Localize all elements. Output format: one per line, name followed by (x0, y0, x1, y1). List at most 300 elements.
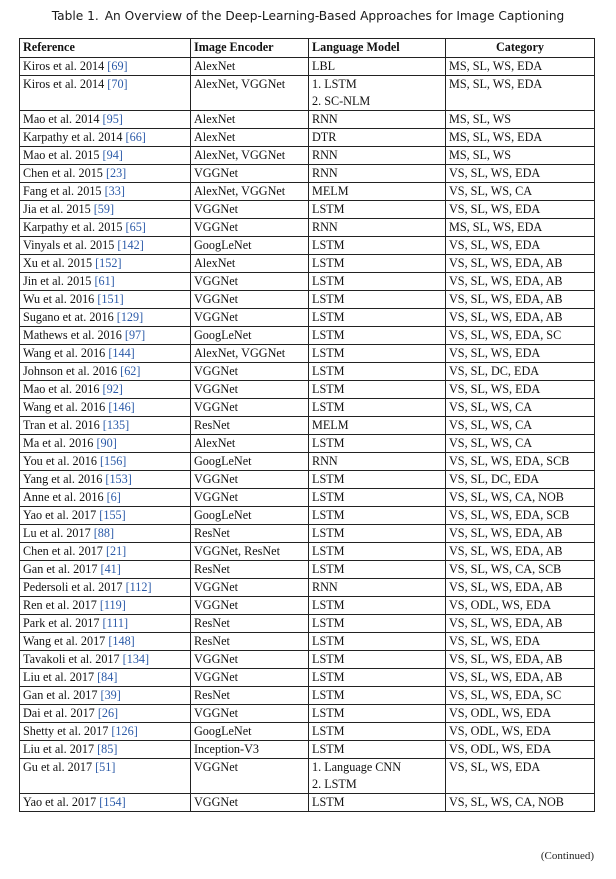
cell-image-encoder: VGGNet (191, 219, 309, 237)
reference-author: Gu et al. 2017 (23, 760, 93, 774)
reference-author: Shetty et al. 2017 (23, 724, 109, 738)
cell-image-encoder: VGGNet (191, 489, 309, 507)
table-row (20, 525, 595, 543)
reference-author: Sugano et at. 2016 (23, 310, 114, 324)
language-model-line: LSTM (312, 544, 345, 558)
table-row (20, 669, 595, 687)
citation-link[interactable]: [84] (97, 670, 118, 684)
cell-category: MS, SL, WS, EDA (446, 76, 595, 111)
cell-category: VS, ODL, WS, EDA (446, 597, 595, 615)
cell-category: VS, SL, WS, EDA, AB (446, 543, 595, 561)
cell-reference (20, 597, 191, 615)
cell-category: VS, SL, WS, EDA (446, 201, 595, 219)
cell-image-encoder: VGGNet (191, 363, 309, 381)
cell-image-encoder: VGGNet (191, 165, 309, 183)
cell-reference (20, 291, 191, 309)
cell-image-encoder: AlexNet (191, 435, 309, 453)
language-model-line: LSTM (312, 472, 345, 486)
language-model-line: LSTM (312, 400, 345, 414)
cell-reference (20, 543, 191, 561)
language-model-line: 1. LSTM (312, 77, 357, 91)
cell-category: VS, SL, WS, CA, SCB (446, 561, 595, 579)
language-model-line: 2. LSTM (312, 777, 357, 791)
cell-reference (20, 794, 191, 812)
cell-category: VS, SL, WS, CA (446, 399, 595, 417)
cell-category: VS, ODL, WS, EDA (446, 705, 595, 723)
table-row (20, 219, 595, 237)
header-category: Category (446, 39, 595, 58)
reference-author: Fang et al. 2015 (23, 184, 102, 198)
table-row (20, 759, 595, 794)
language-model-line: LSTM (312, 598, 345, 612)
reference-author: Chen et al. 2017 (23, 544, 103, 558)
table-row (20, 651, 595, 669)
citation-link[interactable]: [62] (120, 364, 141, 378)
cell-reference (20, 255, 191, 273)
cell-language-model (309, 507, 446, 525)
cell-reference (20, 435, 191, 453)
cell-language-model (309, 741, 446, 759)
citation-link[interactable]: [135] (102, 418, 130, 432)
language-model-line: LSTM (312, 292, 345, 306)
cell-reference (20, 58, 191, 76)
cell-language-model (309, 58, 446, 76)
cell-reference (20, 76, 191, 111)
cell-category: VS, SL, WS, EDA (446, 759, 595, 794)
reference-author: Wang et al. 2016 (23, 400, 106, 414)
language-model-line: LSTM (312, 616, 345, 630)
cell-language-model (309, 255, 446, 273)
table-row (20, 435, 595, 453)
reference-author: Kiros et al. 2014 (23, 77, 105, 91)
language-model-line: LSTM (312, 562, 345, 576)
table-row (20, 615, 595, 633)
cell-language-model (309, 435, 446, 453)
cell-language-model (309, 489, 446, 507)
language-model-line: LSTM (312, 202, 345, 216)
cell-category: MS, SL, WS (446, 147, 595, 165)
citation-link[interactable]: [94] (102, 148, 123, 162)
citation-link[interactable]: [97] (124, 328, 146, 342)
cell-image-encoder: GoogLeNet (191, 327, 309, 345)
cell-reference (20, 687, 191, 705)
citation-link[interactable]: [61] (94, 274, 115, 288)
cell-category: VS, SL, WS, EDA, AB (446, 615, 595, 633)
cell-image-encoder: AlexNet, VGGNet (191, 147, 309, 165)
cell-category: VS, ODL, WS, EDA (446, 723, 595, 741)
table-row (20, 201, 595, 219)
language-model-line: LSTM (312, 508, 345, 522)
citation-link[interactable]: [33] (104, 184, 125, 198)
reference-author: Vinyals et al. 2015 (23, 238, 115, 252)
cell-reference (20, 579, 191, 597)
reference-author: Gan et al. 2017 (23, 562, 98, 576)
cell-language-model (309, 201, 446, 219)
cell-image-encoder: VGGNet (191, 705, 309, 723)
cell-category: VS, SL, WS, EDA, AB (446, 291, 595, 309)
cell-reference (20, 471, 191, 489)
table-row (20, 183, 595, 201)
cell-category: VS, SL, WS, EDA, AB (446, 651, 595, 669)
cell-language-model (309, 345, 446, 363)
cell-reference (20, 705, 191, 723)
cell-language-model (309, 525, 446, 543)
reference-author: Jin et al. 2015 (23, 274, 92, 288)
cell-reference (20, 489, 191, 507)
language-model-line: LSTM (312, 364, 345, 378)
table-row (20, 381, 595, 399)
citation-link[interactable]: [129] (116, 310, 144, 324)
cell-category: VS, SL, WS, EDA, SC (446, 687, 595, 705)
citation-link[interactable]: [134] (122, 652, 150, 666)
citation-link[interactable]: [153] (105, 472, 132, 486)
reference-author: Yao et al. 2017 (23, 795, 97, 809)
table-row (20, 111, 595, 129)
language-model-line: LSTM (312, 526, 345, 540)
cell-language-model (309, 147, 446, 165)
citation-link[interactable]: [112] (125, 580, 152, 594)
cell-language-model (309, 543, 446, 561)
cell-category: VS, SL, WS, EDA, SC (446, 327, 595, 345)
reference-author: Ren et al. 2017 (23, 598, 97, 612)
cell-image-encoder: ResNet (191, 633, 309, 651)
cell-reference (20, 237, 191, 255)
table-row (20, 58, 595, 76)
header-language-model: Language Model (309, 39, 446, 58)
table-body (20, 58, 595, 812)
cell-image-encoder: VGGNet (191, 579, 309, 597)
cell-image-encoder: VGGNet (191, 597, 309, 615)
language-model-line: LSTM (312, 328, 345, 342)
reference-author: Mao et al. 2016 (23, 382, 100, 396)
language-model-line: LSTM (312, 274, 345, 288)
language-model-line: LSTM (312, 670, 345, 684)
table-row (20, 417, 595, 435)
language-model-line: RNN (312, 580, 338, 594)
table-row (20, 687, 595, 705)
continued-note: (Continued) (540, 850, 594, 862)
reference-author: Xu et al. 2015 (23, 256, 93, 270)
cell-reference (20, 723, 191, 741)
reference-author: Mathews et al. 2016 (23, 328, 122, 342)
cell-language-model (309, 579, 446, 597)
cell-image-encoder: VGGNet (191, 759, 309, 794)
cell-image-encoder: VGGNet (191, 399, 309, 417)
cell-image-encoder: VGGNet (191, 201, 309, 219)
cell-category: VS, SL, WS, EDA, AB (446, 255, 595, 273)
table-row (20, 273, 595, 291)
language-model-line: LSTM (312, 688, 345, 702)
table-row (20, 345, 595, 363)
cell-category: MS, SL, WS (446, 111, 595, 129)
language-model-line: LSTM (312, 742, 345, 756)
cell-category: VS, SL, WS, EDA, SCB (446, 453, 595, 471)
language-model-line: RNN (312, 112, 338, 126)
citation-link[interactable]: [156] (99, 454, 127, 468)
cell-image-encoder: VGGNet (191, 309, 309, 327)
cell-language-model (309, 561, 446, 579)
cell-category: MS, SL, WS, EDA (446, 58, 595, 76)
cell-language-model (309, 291, 446, 309)
citation-link[interactable]: [126] (111, 724, 138, 738)
cell-image-encoder: GoogLeNet (191, 723, 309, 741)
cell-language-model (309, 651, 446, 669)
cell-image-encoder: VGGNet (191, 381, 309, 399)
table-row (20, 165, 595, 183)
cell-language-model (309, 165, 446, 183)
cell-language-model (309, 219, 446, 237)
reference-author: Yao et al. 2017 (23, 508, 97, 522)
cell-reference (20, 633, 191, 651)
reference-author: Chen et al. 2015 (23, 166, 103, 180)
language-model-line: LSTM (312, 634, 345, 648)
cell-reference (20, 165, 191, 183)
table-row (20, 723, 595, 741)
cell-category: VS, SL, DC, EDA (446, 363, 595, 381)
table-row (20, 129, 595, 147)
reference-author: Dai et al. 2017 (23, 706, 95, 720)
cell-category: VS, SL, WS, EDA, AB (446, 579, 595, 597)
reference-author: Yang et al. 2016 (23, 472, 103, 486)
citation-link[interactable]: [66] (125, 130, 146, 144)
table-row (20, 561, 595, 579)
citation-link[interactable]: [92] (102, 382, 123, 396)
citation-link[interactable]: [6] (106, 490, 121, 504)
cell-language-model (309, 687, 446, 705)
citation-link[interactable]: [146] (108, 400, 135, 414)
citation-link[interactable]: [119] (99, 598, 126, 612)
cell-image-encoder: VGGNet (191, 651, 309, 669)
cell-category: VS, SL, WS, CA (446, 417, 595, 435)
header-image-encoder: Image Encoder (191, 39, 309, 58)
cell-language-model (309, 381, 446, 399)
cell-reference (20, 183, 191, 201)
reference-author: Wang et al. 2017 (23, 634, 106, 648)
cell-category: MS, SL, WS, EDA (446, 219, 595, 237)
citation-link[interactable]: [69] (107, 59, 128, 73)
header-reference: Reference (20, 39, 191, 58)
cell-image-encoder: ResNet (191, 417, 309, 435)
cell-image-encoder: VGGNet (191, 669, 309, 687)
cell-reference (20, 741, 191, 759)
reference-author: You et al. 2016 (23, 454, 97, 468)
table-row (20, 705, 595, 723)
reference-author: Liu et al. 2017 (23, 670, 95, 684)
reference-author: Jia et al. 2015 (23, 202, 91, 216)
table-row (20, 327, 595, 345)
caption-text: An Overview of the Deep-Learning-Based Approaches for Image Captioning (104, 9, 565, 23)
language-model-line: LSTM (312, 652, 345, 666)
citation-link[interactable]: [111] (102, 616, 129, 630)
cell-reference (20, 417, 191, 435)
reference-author: Wang et al. 2016 (23, 346, 106, 360)
cell-image-encoder: AlexNet, VGGNet (191, 345, 309, 363)
cell-image-encoder: AlexNet (191, 255, 309, 273)
cell-category: VS, ODL, WS, EDA (446, 741, 595, 759)
cell-image-encoder: GoogLeNet (191, 237, 309, 255)
cell-language-model (309, 723, 446, 741)
cell-reference (20, 345, 191, 363)
language-model-line: LSTM (312, 346, 345, 360)
cell-reference (20, 615, 191, 633)
cell-image-encoder: VGGNet (191, 273, 309, 291)
table-caption (0, 9, 616, 23)
cell-language-model (309, 597, 446, 615)
reference-author: Tran et al. 2016 (23, 418, 100, 432)
table-row (20, 76, 595, 111)
cell-reference (20, 219, 191, 237)
cell-category: VS, SL, WS, EDA, AB (446, 273, 595, 291)
cell-reference (20, 525, 191, 543)
citation-link[interactable]: [21] (105, 544, 127, 558)
cell-language-model (309, 399, 446, 417)
table-row (20, 237, 595, 255)
cell-category: VS, SL, WS, EDA, AB (446, 309, 595, 327)
cell-language-model (309, 111, 446, 129)
approaches-table (19, 38, 595, 812)
citation-link[interactable]: [152] (95, 256, 122, 270)
cell-reference (20, 129, 191, 147)
cell-image-encoder: ResNet (191, 561, 309, 579)
cell-image-encoder: VGGNet (191, 794, 309, 812)
language-model-line: 2. SC-NLM (312, 94, 371, 108)
cell-language-model (309, 76, 446, 111)
citation-link[interactable]: [95] (102, 112, 123, 126)
cell-reference (20, 453, 191, 471)
citation-link[interactable]: [88] (93, 526, 115, 540)
reference-author: Wu et al. 2016 (23, 292, 95, 306)
citation-link[interactable]: [59] (93, 202, 115, 216)
citation-link[interactable]: [39] (100, 688, 121, 702)
cell-language-model (309, 705, 446, 723)
cell-reference (20, 759, 191, 794)
language-model-line: LSTM (312, 436, 345, 450)
reference-author: Johnson et al. 2016 (23, 364, 118, 378)
language-model-line: LSTM (312, 706, 345, 720)
table-row (20, 633, 595, 651)
cell-image-encoder: ResNet (191, 615, 309, 633)
reference-author: Lu et al. 2017 (23, 526, 91, 540)
cell-language-model (309, 273, 446, 291)
cell-language-model (309, 633, 446, 651)
citation-link[interactable]: [155] (99, 508, 126, 522)
reference-author: Mao et al. 2015 (23, 148, 100, 162)
reference-author: Tavakoli et al. 2017 (23, 652, 120, 666)
cell-reference (20, 273, 191, 291)
reference-author: Liu et al. 2017 (23, 742, 95, 756)
table-row (20, 453, 595, 471)
cell-reference (20, 309, 191, 327)
cell-image-encoder: AlexNet, VGGNet (191, 76, 309, 111)
citation-link[interactable]: [90] (96, 436, 117, 450)
cell-language-model (309, 417, 446, 435)
cell-category: MS, SL, WS, EDA (446, 129, 595, 147)
cell-reference (20, 561, 191, 579)
citation-link[interactable]: [26] (97, 706, 119, 720)
cell-reference (20, 669, 191, 687)
cell-image-encoder: AlexNet, VGGNet (191, 183, 309, 201)
cell-category: VS, SL, WS, EDA (446, 165, 595, 183)
reference-author: Karpathy et al. 2015 (23, 220, 123, 234)
reference-author: Park et al. 2017 (23, 616, 100, 630)
table-row (20, 363, 595, 381)
cell-image-encoder: ResNet (191, 687, 309, 705)
cell-language-model (309, 363, 446, 381)
language-model-line: DTR (312, 130, 337, 144)
cell-reference (20, 363, 191, 381)
table-row (20, 794, 595, 812)
language-model-line: MELM (312, 418, 349, 432)
cell-image-encoder: VGGNet, ResNet (191, 543, 309, 561)
cell-language-model (309, 794, 446, 812)
cell-language-model (309, 237, 446, 255)
cell-language-model (309, 129, 446, 147)
cell-category: VS, SL, WS, CA, NOB (446, 489, 595, 507)
citation-link[interactable]: [70] (107, 77, 128, 91)
table-row (20, 507, 595, 525)
citation-link[interactable]: [85] (97, 742, 118, 756)
cell-reference (20, 507, 191, 525)
language-model-line: LSTM (312, 310, 345, 324)
citation-link[interactable]: [144] (108, 346, 135, 360)
table-row (20, 597, 595, 615)
citation-link[interactable]: [23] (105, 166, 127, 180)
language-model-line: RNN (312, 454, 338, 468)
cell-image-encoder: AlexNet (191, 111, 309, 129)
table-row (20, 399, 595, 417)
table-header-row (20, 39, 595, 58)
language-model-line: MELM (312, 184, 349, 198)
table-row (20, 489, 595, 507)
citation-link[interactable]: [151] (97, 292, 124, 306)
citation-link[interactable]: [65] (125, 220, 146, 234)
cell-language-model (309, 183, 446, 201)
language-model-line: 1. Language CNN (312, 760, 402, 774)
citation-link[interactable]: [41] (100, 562, 121, 576)
cell-reference (20, 147, 191, 165)
cell-category: VS, SL, WS, EDA (446, 345, 595, 363)
cell-category: VS, SL, WS, EDA (446, 381, 595, 399)
reference-author: Pedersoli et al. 2017 (23, 580, 123, 594)
table-row (20, 255, 595, 273)
reference-author: Karpathy et al. 2014 (23, 130, 123, 144)
cell-reference (20, 381, 191, 399)
citation-link[interactable]: [148] (108, 634, 135, 648)
table-row (20, 741, 595, 759)
cell-image-encoder: AlexNet (191, 58, 309, 76)
reference-author: Mao et al. 2014 (23, 112, 100, 126)
language-model-line: RNN (312, 220, 338, 234)
cell-image-encoder: ResNet (191, 525, 309, 543)
cell-category: VS, SL, WS, EDA (446, 237, 595, 255)
language-model-line: LSTM (312, 382, 345, 396)
cell-category: VS, SL, WS, EDA, AB (446, 525, 595, 543)
table-row (20, 309, 595, 327)
cell-language-model (309, 759, 446, 794)
cell-language-model (309, 309, 446, 327)
cell-category: VS, SL, WS, CA (446, 435, 595, 453)
reference-author: Ma et al. 2016 (23, 436, 94, 450)
table-row (20, 147, 595, 165)
citation-link[interactable]: [154] (99, 795, 126, 809)
language-model-line: LSTM (312, 795, 345, 809)
citation-link[interactable]: [142] (117, 238, 144, 252)
caption-label: Table 1. (51, 9, 99, 23)
citation-link[interactable]: [51] (95, 760, 116, 774)
language-model-line: LSTM (312, 724, 345, 738)
table-row (20, 543, 595, 561)
language-model-line: LSTM (312, 256, 345, 270)
